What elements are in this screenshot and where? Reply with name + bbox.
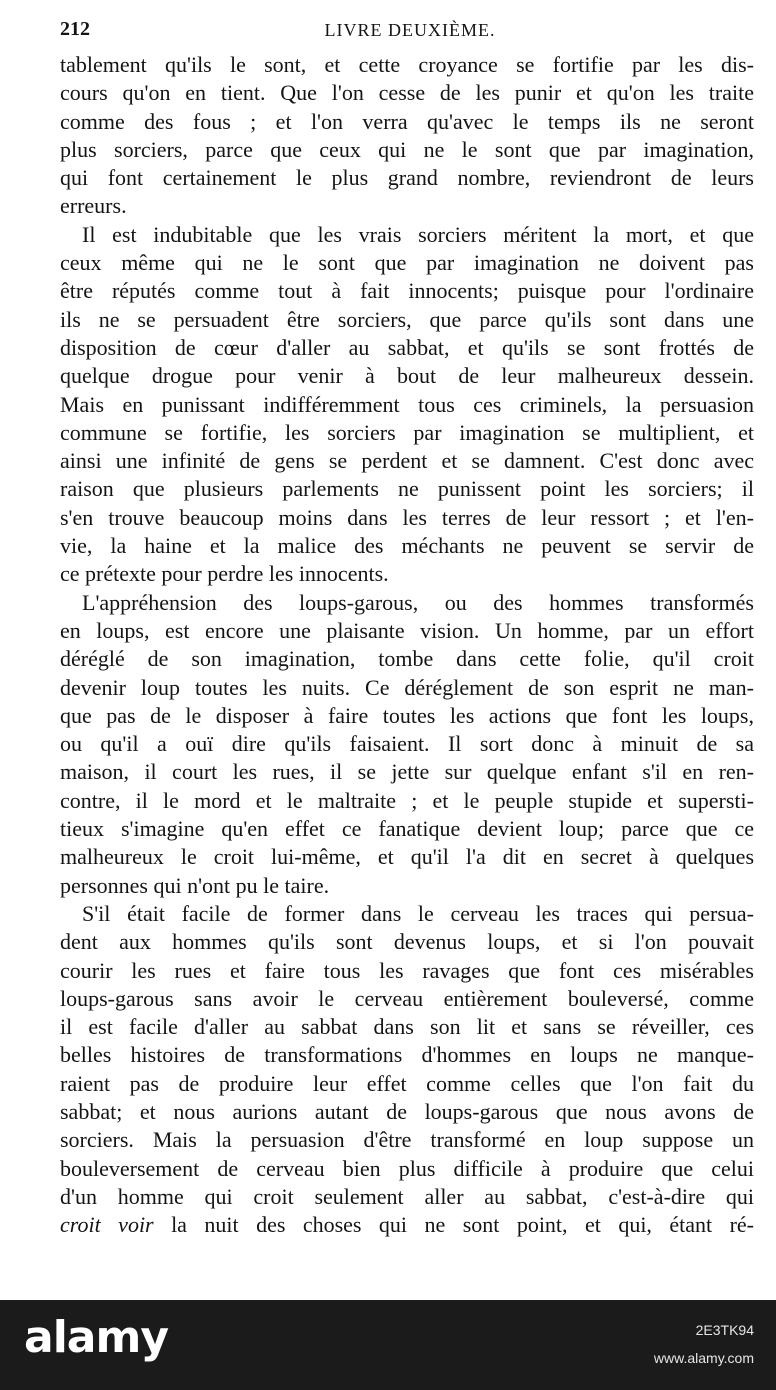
running-head	[60, 18, 760, 48]
text-line: ou qu'il a ouï dire qu'ils faisaient. Il sort donc à minuit de sa	[60, 731, 754, 757]
text-line: dent aux hommes qu'ils sont devenus loups, et si l'on pouvait	[60, 929, 754, 955]
text-line: ceux même qui ne le sont que par imagination ne doivent pas	[60, 250, 754, 276]
text-line: plus sorciers, parce que ceux qui ne le sont que par imagination,	[60, 136, 754, 162]
text-line: sorciers. Mais la persuasion d'être transformé en loup suppose un	[60, 1127, 754, 1153]
text-line: commune se fortifie, les sorciers par imagination se multiplient, et	[60, 419, 754, 445]
footer-url: www.alamy.com	[653, 1350, 754, 1366]
paragraph	[60, 51, 754, 221]
text-line	[60, 1211, 754, 1239]
text-line: courir les rues et faire tous les ravages que font ces misérables	[60, 957, 754, 983]
page-number: 212	[60, 18, 90, 40]
text-line: disposition de cœur d'aller au sabbat, et qu'ils se sont frottés de	[60, 334, 754, 360]
text-line: personnes qui n'ont pu le taire.	[60, 872, 330, 898]
text-line: devenir loup toutes les nuits. Ce déréglement de son esprit ne man-	[60, 674, 754, 700]
text-line: raient pas de produire leur effet comme celles que l'on fait du	[60, 1070, 754, 1096]
text-line: belles histoires de transformations d'hommes en loups ne manque-	[60, 1042, 754, 1068]
text-line: raison que plusieurs parlements ne punissent point les sorciers; il	[60, 476, 754, 502]
text-line: que pas de le disposer à faire toutes les actions que font les loups,	[60, 702, 754, 728]
text-line: déréglé de son imagination, tombe dans cette folie, qu'il croit	[60, 646, 754, 672]
italic-phrase: croit voir	[60, 1212, 154, 1238]
image-id: 2E3TK94	[695, 1322, 754, 1338]
text-line: malheureux le croit lui-même, et qu'il l'a dit en secret à quelques	[60, 844, 754, 870]
text-line: Il est indubitable que les vrais sorciers méritent la mort, et que	[82, 221, 754, 247]
text-line: sabbat; et nous aurions autant de loups-garous que nous avons de	[60, 1098, 754, 1124]
text-line: loups-garous sans avoir le cerveau entièrement bouleversé, comme	[60, 985, 754, 1011]
text-line: maison, il court les rues, il se jette sur quelque enfant s'il en ren-	[60, 759, 754, 785]
body-text	[60, 51, 754, 1239]
text-run: la nuit des choses qui ne sont point, et qui, étant ré-	[153, 1212, 754, 1238]
text-line: d'un homme qui croit seulement aller au sabbat, c'est-à-dire qui	[60, 1183, 754, 1209]
text-line: il est facile d'aller au sabbat dans son lit et sans se réveiller, ces	[60, 1014, 754, 1040]
paragraph	[60, 589, 754, 900]
text-line: qui font certainement le plus grand nombre, reviendront de leurs	[60, 165, 754, 191]
text-line: être réputés comme tout à fait innocents; puisque pour l'ordinaire	[60, 278, 754, 304]
text-line: vie, la haine et la malice des méchants ne peuvent se servir de	[60, 533, 754, 559]
text-line: L'appréhension des loups-garous, ou des hommes transformés	[82, 589, 754, 615]
paragraph	[60, 221, 754, 589]
text-line: bouleversement de cerveau bien plus difficile à produire que celui	[60, 1155, 754, 1181]
text-line: comme des fous ; et l'on verra qu'avec le temps ils ne seront	[60, 108, 754, 134]
text-line: Mais en punissant indifféremment tous ces criminels, la persuasion	[60, 391, 754, 417]
text-line: contre, il le mord et le maltraite ; et le peuple stupide et supersti-	[60, 787, 754, 813]
alamy-logo: alamy	[24, 1312, 168, 1363]
text-line: S'il était facile de former dans le cerveau les traces qui persua-	[82, 900, 754, 926]
text-line: tieux s'imagine qu'en effet ce fanatique devient loup; parce que ce	[60, 816, 754, 842]
watermark-footer	[0, 1300, 776, 1390]
paragraph	[60, 900, 754, 1240]
text-line: tablement qu'ils le sont, et cette croyance se fortifie par les dis-	[60, 52, 754, 77]
text-line: quelque drogue pour venir à bout de leur malheureux dessein.	[60, 363, 754, 389]
text-line: ce prétexte pour perdre les innocents.	[60, 561, 389, 587]
text-line: s'en trouve beaucoup moins dans les terres de leur ressort ; et l'en-	[60, 504, 754, 530]
text-line: ainsi une infinité de gens se perdent et se damnent. C'est donc avec	[60, 448, 754, 474]
text-line: ils ne se persuadent être sorciers, que parce qu'ils sont dans une	[60, 306, 754, 332]
section-title: LIVRE DEUXIÈME.	[324, 20, 496, 40]
text-line: en loups, est encore une plaisante vision. Un homme, par un effort	[60, 617, 754, 643]
text-line: erreurs.	[60, 193, 127, 219]
text-line: cours qu'on en tient. Que l'on cesse de les punir et qu'on les traite	[60, 80, 754, 106]
